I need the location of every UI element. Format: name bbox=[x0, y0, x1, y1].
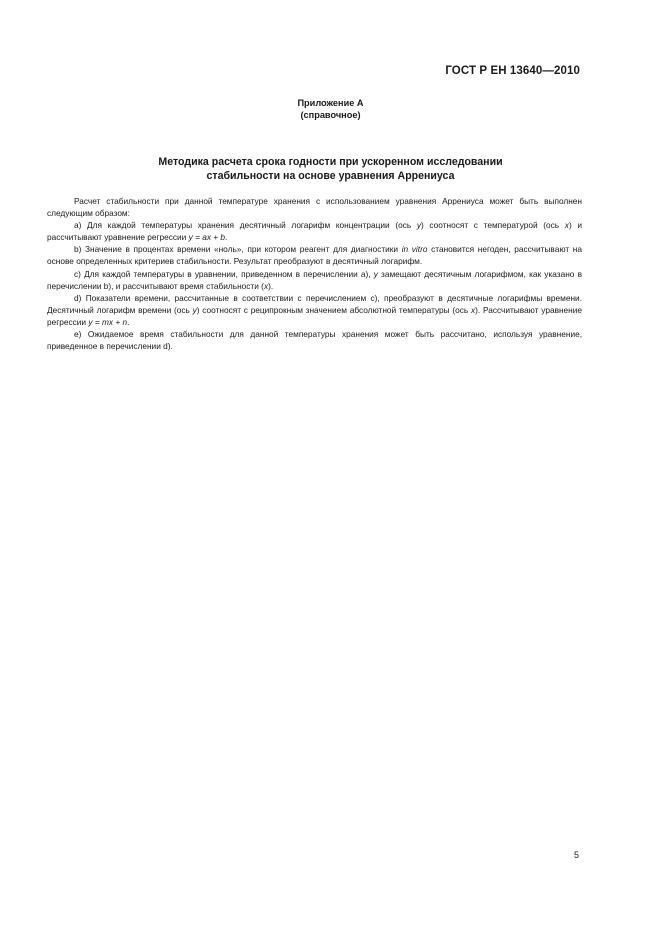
document-code: ГОСТ Р ЕН 13640—2010 bbox=[445, 65, 580, 77]
variable-x: х bbox=[263, 280, 269, 291]
regression-formula-a: у = ах + b bbox=[188, 232, 226, 243]
paragraph-a-text-3: ) и рассчитывают уравнение регрессии bbox=[47, 220, 583, 243]
paragraph-intro: Расчет стабильности при данной температуре хранения с использованием уравнения Аррениуса может быть выполнен следующим образом: bbox=[47, 196, 582, 219]
variable-y: у bbox=[192, 304, 197, 315]
paragraph-d-text-2: ) соотносят с реципрокным значением абсолютной температуры (ось bbox=[196, 304, 471, 315]
paragraph-d-text-4: . bbox=[127, 316, 130, 327]
paragraph-a bbox=[47, 219, 582, 243]
annex-note: (справочное) bbox=[300, 110, 361, 120]
paragraph-a-text-4: . bbox=[225, 232, 228, 243]
variable-y: у bbox=[373, 268, 378, 279]
variable-x: х bbox=[564, 220, 569, 231]
body-text bbox=[47, 195, 582, 352]
paragraph-c-text-2: замещают десятичным логарифмом, как указано в перечислении b), и рассчитывают время стабильности ( bbox=[47, 268, 582, 291]
variable-y: у bbox=[416, 220, 421, 231]
annex-heading bbox=[0, 97, 661, 121]
variable-x: х bbox=[470, 304, 476, 315]
paragraph-b-text-1: b) Значение в процентах времени «ноль», при котором реагент для диагностики bbox=[74, 244, 402, 255]
regression-formula-d: у = mх + n bbox=[88, 316, 128, 327]
paragraph-d-text-1: d) Показатели времени, рассчитанные в соответствии с перечислением с), преобразуют в десятичные логарифмы времени. Десятичный логарифм времени (ось bbox=[47, 292, 582, 315]
paragraph-d-text-3: ). Рассчитывают уравнение регрессии bbox=[47, 304, 582, 327]
paragraph-a-text-1: а) Для каждой температуры хранения десятичный логарифм концентрации (ось bbox=[74, 220, 417, 231]
paragraph-c-text-3: ). bbox=[268, 280, 274, 291]
paragraph-e: е) Ожидаемое время стабильности для данной температуры хранения может быть рассчитано, используя уравнение, приведенное в перечислении d). bbox=[47, 329, 582, 352]
paragraph-b-text-2: становится негоден, рассчитывают на основе определенных критериев стабильности. Результат преобразуют в десятичный логарифм. bbox=[47, 244, 583, 267]
page-number: 5 bbox=[573, 850, 579, 860]
paragraph-d bbox=[47, 292, 582, 328]
annex-title: Приложение А bbox=[297, 98, 364, 108]
section-title-line-1: Методика расчета срока годности при ускоренном исследовании bbox=[158, 156, 503, 168]
section-title bbox=[0, 155, 661, 183]
in-vitro-term: in vitro bbox=[401, 244, 428, 255]
paragraph-c-text-1: с) Для каждой температуры в уравнении, приведенном в перечислении а), bbox=[74, 268, 374, 279]
paragraph-b bbox=[47, 243, 582, 267]
paragraph-c bbox=[47, 268, 582, 292]
section-title-line-2: стабильности на основе уравнения Аррениуса bbox=[206, 170, 455, 182]
paragraph-a-text-2: ) соотносят с температурой (ось bbox=[421, 220, 565, 231]
